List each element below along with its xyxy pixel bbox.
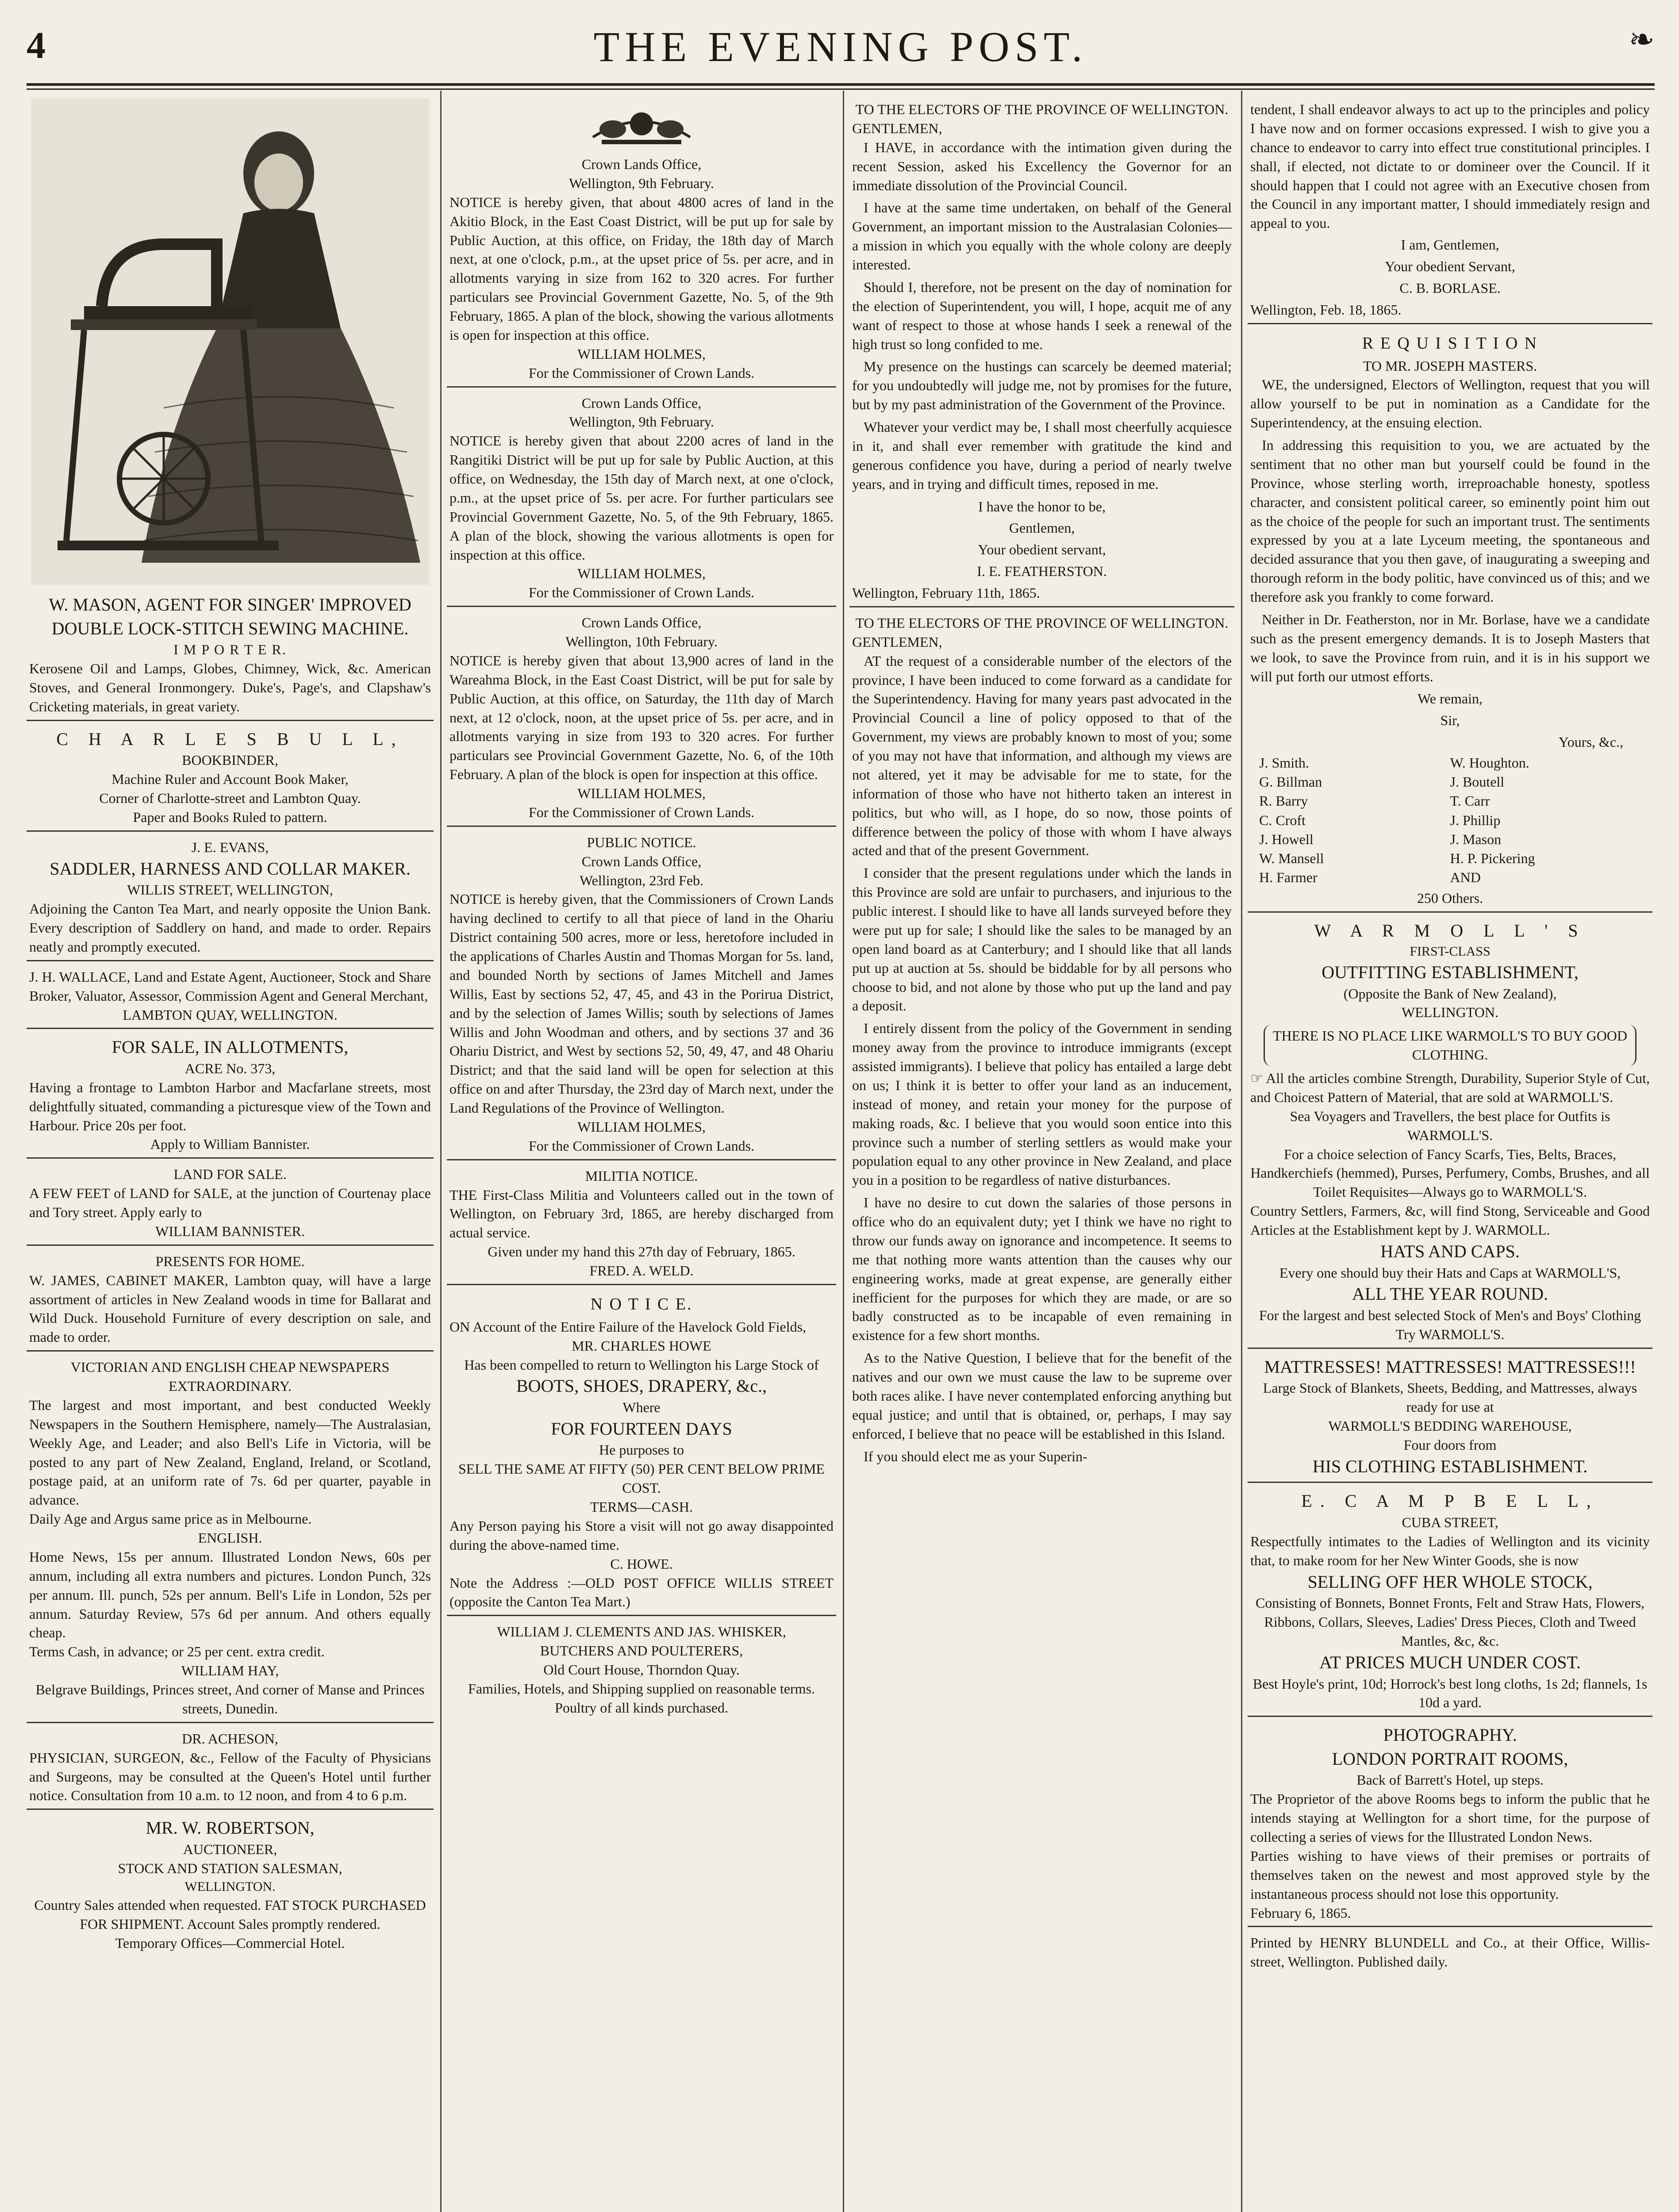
royal-crest-icon bbox=[575, 102, 708, 150]
column-divider bbox=[440, 91, 442, 2212]
ad-subheading: AT PRICES MUCH UNDER COST. bbox=[1319, 1652, 1581, 1672]
ad-body: J. H. WALLACE, Land and Estate Agent, Auctioneer, Stock and Share Broker, Valuator, Assessor, Commission Agent and General Merchant, bbox=[29, 968, 431, 1004]
ad-heading: OUTFITTING ESTABLISHMENT, bbox=[1322, 962, 1579, 982]
ad-subheading: ALL THE YEAR ROUND. bbox=[1352, 1284, 1548, 1304]
ad-heading: DR. ACHESON, bbox=[182, 1730, 278, 1747]
imprint-text: Printed by HENRY BLUNDELL and Co., at their Office, Willis-street, Wellington. Published daily. bbox=[1250, 1935, 1650, 1970]
ad-body: Kerosene Oil and Lamps, Globes, Chimney, Wick, &c. American Stoves, and General Ironmongery. Duke's, Page's, and Clapshaw's Cricketing materials, in great variety. bbox=[29, 661, 431, 714]
notice-line: FOR FOURTEEN DAYS bbox=[551, 1418, 732, 1439]
notice-role: For the Commissioner of Crown Lands. bbox=[528, 804, 755, 820]
ad-body: Country Settlers, Farmers, &c, will find Stong, Serviceable and Good Articles at the Establishment kept by J. WARMOLL. bbox=[1250, 1203, 1650, 1238]
notice-heading: MILITIA NOTICE. bbox=[585, 1167, 698, 1184]
ad-name: C H A R L E S B U L L, bbox=[56, 729, 404, 749]
notice-role: For the Commissioner of Crown Lands. bbox=[528, 584, 755, 601]
printer-imprint bbox=[1248, 1932, 1652, 1975]
ad-line: AUCTIONEER, bbox=[183, 1841, 277, 1857]
ad-dr-acheson bbox=[27, 1728, 434, 1810]
column-4 bbox=[1248, 98, 1652, 2212]
ad-subheading: I M P O R T E R. bbox=[173, 641, 287, 658]
ad-body: ☞ All the articles combine Strength, Durability, Superior Style of Cut, and Choicest Pattern of Material, that are sold at WARMOLL'S. bbox=[1250, 1070, 1650, 1105]
ad-line: (Opposite the Bank of New Zealand), bbox=[1343, 985, 1557, 1002]
requisition-paragraph: WE, the undersigned, Electors of Wellington, request that you will allow yourself to be put in nomination as a Candidate for the Superintendency, at the ensuing election. bbox=[1250, 376, 1650, 431]
ad-line: Poultry of all kinds purchased. bbox=[555, 1699, 728, 1716]
ad-body: The Proprietor of the above Rooms begs to inform the public that he intends staying at Wellington for a short time, for the purpose of collecting a series of views for the Illustrated London News. bbox=[1250, 1791, 1650, 1845]
notice-charles-howe bbox=[447, 1290, 836, 1616]
notice-line: SELL THE SAME AT FIFTY (50) PER CENT BELOW PRIME COST. bbox=[458, 1461, 825, 1496]
ad-body: PHYSICIAN, SURGEON, &c., Fellow of the Faculty of Physicians and Surgeons, may be consulted at the Queen's Hotel until further notice. Consultation from 10 a.m. to 12 noon, and from 4 to 6 p.m. bbox=[29, 1749, 431, 1804]
notice-body: THE First-Class Militia and Volunteers called out in the town of Wellington, on February 3rd, 1865, are hereby discharged from actual service. bbox=[450, 1187, 834, 1241]
notice-date: Wellington, 23rd Feb. bbox=[579, 872, 704, 888]
ad-line: Four doors from bbox=[1403, 1437, 1497, 1453]
address-close: I have the honor to be, bbox=[978, 498, 1106, 515]
ad-victorian-newspapers bbox=[27, 1356, 434, 1723]
notice-heading: PUBLIC NOTICE. bbox=[587, 834, 696, 850]
address-paragraph: My presence on the hustings can scarcely be deemed material; for you undoubtedly will judge me, not by promises for the future, but by my past administration of the Government of the Province. bbox=[852, 358, 1232, 413]
ad-body: For the largest and best selected Stock of Men's and Boys' Clothing Try WARMOLL'S. bbox=[1259, 1307, 1641, 1342]
signatory: C. Croft bbox=[1259, 812, 1306, 828]
ad-line: HIS CLOTHING ESTABLISHMENT. bbox=[1312, 1456, 1588, 1476]
notice-signature: WILLIAM HOLMES, bbox=[577, 346, 706, 362]
ad-body: Parties wishing to have views of their premises or portraits of themselves taken on the newest and most approved style by the instantaneous process should not lose this opportunity. bbox=[1250, 1847, 1650, 1902]
notice-line: Has been compelled to return to Wellington his Large Stock of bbox=[464, 1356, 819, 1373]
ad-subheading: SELLING OFF HER WHOLE STOCK, bbox=[1307, 1571, 1593, 1592]
notice-signature: WILLIAM HOLMES, bbox=[577, 565, 706, 582]
ad-line: CUBA STREET, bbox=[1402, 1514, 1498, 1531]
ad-line: Temporary Offices—Commercial Hotel. bbox=[115, 1935, 345, 1951]
ad-body: Respectfully intimates to the Ladies of Wellington and its vicinity that, to make room for her New Winter Goods, she is now bbox=[1250, 1533, 1650, 1568]
ad-body: Sea Voyagers and Travellers, the best place for Outfits is WARMOLL'S. bbox=[1290, 1108, 1610, 1143]
ad-line: WELLINGTON. bbox=[184, 1879, 276, 1894]
notice-office: Crown Lands Office, bbox=[581, 156, 702, 172]
notice-rangitiki bbox=[447, 392, 836, 607]
ad-line: BUTCHERS AND POULTERERS, bbox=[540, 1643, 743, 1659]
notice-date: Wellington, 9th February. bbox=[569, 175, 714, 191]
notice-line: He purposes to bbox=[599, 1442, 684, 1458]
ad-body: Best Hoyle's print, 10d; Horrock's best long cloths, 1s 2d; flannels, 1s 10d a yard. bbox=[1253, 1675, 1648, 1711]
ad-clements-whisker bbox=[447, 1621, 836, 1720]
ad-apply: Apply to William Bannister. bbox=[150, 1136, 310, 1152]
notice-line: TERMS—CASH. bbox=[590, 1499, 693, 1515]
ad-line: WELLINGTON. bbox=[1402, 1004, 1498, 1021]
signatory: J. Boutell bbox=[1450, 774, 1505, 790]
ad-heading: FOR SALE, IN ALLOTMENTS, bbox=[111, 1037, 349, 1057]
requisition-heading: R E Q U I S I T I O N bbox=[1362, 334, 1538, 353]
address-paragraph: I entirely dissent from the policy of the Government in sending money away from the province to introduce immigrants (except assisted immigrants). I believe that policy has entailed a large debt on us; I think it is better to offer your land as an inducement, instead of money, and retain your money for the purpose of making roads, &c. I believe that you would soon entice into this province such a number of sterling settlers as would make your population equal to any other province in New Zealand, and place you in a position to be regardless of native disturbances. bbox=[852, 1020, 1232, 1188]
sewing-machine-illustration bbox=[31, 98, 429, 585]
notice-body: NOTICE is hereby given that about 13,900 acres of land in the Wareahma Block, in the East Coast District, will be put for sale by Public Auction, at this office, on Saturday, the 11th day of March next, at 12 o'clock, noon, at the upset price of 5s. per acre, and in allotments varying in size from 193 to 320 acres. For further particulars see Provincial Government Gazette, No. 6, of the 10th February. A plan of the block is open for inspection at this office. bbox=[450, 652, 834, 783]
ad-body: W. JAMES, CABINET MAKER, Lambton quay, will have a large assortment of articles in New Zealand woods in time for Ballarat and Wild Duck. Household Furniture of every description on sale, and made to order. bbox=[29, 1272, 431, 1345]
ad-heading: MATTRESSES! MATTRESSES! MATTRESSES!!! bbox=[1264, 1356, 1636, 1377]
masthead-rule-thin bbox=[27, 88, 1655, 90]
requisition-paragraph: Neither in Dr. Featherston, nor in Mr. Borlase, have we a candidate such as the present emergency demands. It is to Joseph Masters that we look, to save the Province from ruin, and it is in his support we will put forth our utmost efforts. bbox=[1250, 611, 1650, 684]
notice-line: Any Person paying his Store a visit will not go away disappointed during the above-named time. bbox=[450, 1517, 834, 1553]
ad-line: STOCK AND STATION SALESMAN, bbox=[118, 1860, 342, 1876]
ad-presents-for-home bbox=[27, 1250, 434, 1352]
signatory: G. Billman bbox=[1259, 774, 1322, 790]
ad-subheading: FIRST-CLASS bbox=[1410, 944, 1491, 959]
signatory: W. Mansell bbox=[1259, 850, 1324, 866]
signatory: T. Carr bbox=[1450, 793, 1490, 809]
ad-signature: WILLIAM BANNISTER. bbox=[155, 1223, 305, 1239]
signatory: J. Smith. bbox=[1259, 755, 1309, 771]
ad-body: Having a frontage to Lambton Harbor and Macfarlane streets, most delightfully situated, commanding a picturesque view of the Town and Harbour. Price 20s per foot. bbox=[29, 1079, 431, 1133]
ad-line: WARMOLL'S BEDDING WAREHOUSE, bbox=[1328, 1418, 1572, 1434]
notice-date: Wellington, 10th February. bbox=[565, 634, 718, 649]
address-featherston bbox=[849, 98, 1234, 607]
address-paragraph: Should I, therefore, not be present on the day of nomination for the election of Superintendent, you will, I hope, acquit me of any want of respect to those at whose hands I seek a renewal of the high trust so long confided to me. bbox=[852, 279, 1232, 352]
ad-line: Corner of Charlotte-street and Lambton Quay. bbox=[99, 790, 361, 806]
ad-heading: LAND FOR SALE. bbox=[173, 1166, 287, 1183]
notice-date: Wellington, 9th February. bbox=[569, 414, 714, 430]
address-heading: TO THE ELECTORS OF THE PROVINCE OF WELLINGTON. bbox=[855, 614, 1229, 631]
notice-role: For the Commissioner of Crown Lands. bbox=[528, 365, 755, 381]
ad-body: Large Stock of Blankets, Sheets, Bedding, and Mattresses, always ready for use at bbox=[1263, 1380, 1637, 1415]
militia-notice bbox=[447, 1165, 836, 1285]
address-paragraph: AT the request of a considerable number of the electors of the province, I have been induced to come forward as a candidate for the Superintendency. Having for many years past advocated in the Provincial Council a line of policy opposed to that of the Government, my views are probably known to most of you; some of you may not have that information, and although my views are not altered, yet it may be advisable for me to state, for the information of those who have not hitherto taken an interest in politics, but who will, as I hope, do so now, those points of difference between the policy of those with whom I have always acted and that of the present Government. bbox=[852, 653, 1232, 859]
address-signature: C. B. BORLASE. bbox=[1399, 280, 1501, 296]
notice-body: NOTICE is hereby given, that about 4800 acres of land in the Akitio Block, in the East Coast District, will be put up for sale by Public Auction, at this office, on Friday, the 18th day of March next, at one o'clock, p.m., at the upset price of 5s. per acre, and in allotments varying in size from 162 to 320 acres. For further particulars see Provincial Government Gazette, No. 5, of the 9th February, 1865. A plan of the block, showing the various allotments is open for inspection at this office. bbox=[450, 194, 834, 343]
ad-list: Home News, 15s per annum. Illustrated London News, 60s per annum, including all extra numbers and pictures. London Punch, 32s per annum. Ill. punch, 52s per annum. Bell's Life in London, 52s per annum. Saturday Review, 57s 6d per annum. And others equally cheap. bbox=[29, 1548, 431, 1641]
address-close: Gentlemen, bbox=[1009, 520, 1075, 536]
ad-charles-bull bbox=[27, 726, 434, 832]
signatory: J. Howell bbox=[1259, 831, 1314, 847]
signatory-others: 250 Others. bbox=[1417, 890, 1483, 906]
ad-heading: PHOTOGRAPHY. bbox=[1383, 1725, 1517, 1745]
notice-name: MR. CHARLES HOWE bbox=[572, 1337, 711, 1354]
ad-line: Paper and Books Ruled to pattern. bbox=[133, 809, 327, 825]
ad-trade: BOOKBINDER, bbox=[182, 752, 278, 768]
signatory: R. Barry bbox=[1259, 793, 1308, 809]
ad-line: Machine Ruler and Account Book Maker, bbox=[111, 771, 349, 787]
notice-signature: WILLIAM HOLMES, bbox=[577, 1118, 706, 1135]
ad-line: Families, Hotels, and Shipping supplied on reasonable terms. bbox=[468, 1680, 815, 1697]
notice-akitio-block bbox=[447, 153, 836, 388]
ad-address: WILLIS STREET, WELLINGTON, bbox=[127, 882, 333, 898]
address-paragraph: If you should elect me as your Superin- bbox=[864, 1448, 1087, 1464]
ad-subheading: ACRE No. 373, bbox=[184, 1060, 276, 1076]
notice-wareahma bbox=[447, 611, 836, 827]
address-paragraph: I HAVE, in accordance with the intimation given during the recent Session, asked his Excellency the Governor for an immediate dissolution of the Provincial Council. bbox=[852, 139, 1232, 193]
ad-for-sale-allotments bbox=[27, 1033, 434, 1159]
signatory: H. P. Pickering bbox=[1450, 850, 1535, 866]
ad-heading: SADDLER, HARNESS AND COLLAR MAKER. bbox=[50, 858, 411, 879]
ad-name: W A R M O L L ' S bbox=[1314, 921, 1586, 941]
address-paragraph: I have no desire to cut down the salaries of those persons in office who do an equivalent duty; yet I think we have no right to throw our funds away on ignorance and incompetence. It seems to me that nothing more wants attention than the causes why our engineering works, made at great expense, are generally either inefficient for the purposes for which they are made, or are so badly constructed as to be incapable of even remaining in existence for a few short months. bbox=[852, 1194, 1232, 1344]
notice-given: Given under my hand this 27th day of February, 1865. bbox=[488, 1244, 795, 1260]
address-paragraph: I consider that the present regulations under which the lands in this Province are sold are unfair to purchasers, and injurious to the public interest. I should like to have all lands surveyed before they were put up for sale; I should like the sales to be managed by an open land board as at Canterbury; and I should like that all lands put up at auction at 5s. should be biddable for by all persons who choose to bid, and not alone by those who put up the land and pay a deposit. bbox=[852, 865, 1232, 1014]
signatory: H. Farmer bbox=[1259, 869, 1318, 886]
notice-signature: WILLIAM HOLMES, bbox=[577, 785, 706, 801]
notice-role: For the Commissioner of Crown Lands. bbox=[528, 1137, 755, 1154]
newspaper-title: THE EVENING POST. bbox=[593, 23, 1088, 70]
column-3 bbox=[849, 98, 1234, 2212]
notice-body: NOTICE is hereby given that about 2200 acres of land in the Rangitiki District will be put up for sale by Public Auction, at this office, on Wednesday, the 15th day of March next, at one o'clock, p.m., at the upset price of 5s. per acre. For further particulars see Provincial Government Gazette, No. 5, of the 9th February, 1865. A plan of the block, showing the various allotments is open for inspection at this office. bbox=[450, 433, 834, 563]
ad-mason-singer bbox=[27, 591, 434, 721]
address-paragraph: tendent, I shall endeavor always to act up to the principles and policy I have now and on former occasions expressed. I wish to give you a chance to endeavor to carry into effect true constitutional principles. I shall, if elected, not dictate to or domineer over the Council. If it should happen that I could not agree with an Executive chosen from the Council in any important matter, I should immediately resign and appeal to you. bbox=[1250, 101, 1650, 231]
ad-date: February 6, 1865. bbox=[1250, 1905, 1351, 1921]
masthead-rule bbox=[27, 83, 1655, 86]
ad-land-for-sale bbox=[27, 1163, 434, 1246]
address-close: I am, Gentlemen, bbox=[1401, 237, 1499, 253]
ad-line: Old Court House, Thorndon Quay. bbox=[543, 1662, 740, 1678]
page-number: 4 bbox=[27, 24, 46, 66]
address-paragraph: I have at the same time undertaken, on behalf of the General Government, an important mission to the Australasian Colonies—a mission in which you equally with the whole colony are deeply interested. bbox=[852, 200, 1232, 273]
notice-office: Crown Lands Office, bbox=[581, 395, 702, 411]
column-divider bbox=[1241, 91, 1242, 2212]
ad-evans-saddler bbox=[27, 836, 434, 961]
ad-name: E. C A M P B E L L, bbox=[1301, 1491, 1599, 1511]
address-signature: I. E. FEATHERSTON. bbox=[977, 563, 1107, 580]
requisition-paragraph: In addressing this requisition to you, we are actuated by the sentiment that no other man but yourself could be found in the Province, whose sterling worth, irreproachable honesty, spotless character, and consistent political career, so eminently point him out as the choice of the people for such an important trust. The sentiments expressed by you at a late Lyceum meeting, the spontaneous and decided assurance that you then gave, of inaugurating a sweeping and thorough reform in the body politic, have convinced us of this; and we therefore ask you frankly to come forward. bbox=[1250, 437, 1650, 605]
ad-heading: W. MASON, AGENT FOR SINGER' IMPROVED DOUBLE LOCK-STITCH SEWING MACHINE. bbox=[49, 595, 411, 638]
ad-subheading: ENGLISH. bbox=[198, 1530, 262, 1546]
ad-address: Belgrave Buildings, Princes street, And corner of Manse and Princes streets, Dunedin. bbox=[35, 1682, 425, 1717]
ad-brace-slogan: THERE IS NO PLACE LIKE WARMOLL'S TO BUY GOOD CLOTHING. bbox=[1264, 1025, 1637, 1066]
ad-heading: PRESENTS FOR HOME. bbox=[155, 1253, 305, 1269]
address-close: Your obedient servant, bbox=[978, 541, 1106, 558]
notice-line: BOOTS, SHOES, DRAPERY, &c., bbox=[516, 1376, 767, 1396]
ad-address: LAMBTON QUAY, WELLINGTON. bbox=[123, 1006, 338, 1023]
ad-campbell bbox=[1248, 1487, 1652, 1717]
requisition-close: We remain, bbox=[1418, 691, 1483, 707]
requisition-to: TO MR. JOSEPH MASTERS. bbox=[1363, 357, 1537, 374]
ad-mattresses bbox=[1248, 1353, 1652, 1483]
ad-heading: MR. W. ROBERTSON, bbox=[146, 1818, 315, 1838]
address-paragraph: Whatever your verdict may be, I shall most cheerfully acquiesce in it, and shall ever remember with gratitude the kind and generous confidence you have, during a period of nearly twelve years, and in trying and difficult times, reposed in me. bbox=[852, 419, 1232, 492]
requisition-close: Sir, bbox=[1440, 712, 1460, 729]
address-salutation: GENTLEMEN, bbox=[852, 120, 942, 136]
address-borlase-continued bbox=[1248, 98, 1652, 324]
ad-warmolls-outfitting bbox=[1248, 917, 1652, 1349]
ad-body: For a choice selection of Fancy Scarfs, Ties, Belts, Braces, Handkerchiefs (hemmed), Purses, Perfumery, Combs, Brushes, and all Toilet Requisites—Always go to WARMOLL'S. bbox=[1250, 1146, 1650, 1200]
ad-wallace-agent bbox=[27, 966, 434, 1029]
notice-heading: N O T I C E. bbox=[590, 1294, 693, 1313]
signatory: J. Phillip bbox=[1450, 812, 1501, 828]
ad-signature: WILLIAM HAY, bbox=[181, 1663, 279, 1679]
notice-line: Where bbox=[622, 1399, 661, 1415]
notice-signature: FRED. A. WELD. bbox=[589, 1263, 694, 1279]
requisition-masters bbox=[1248, 329, 1652, 913]
ad-name: LONDON PORTRAIT ROOMS, bbox=[1332, 1748, 1568, 1769]
ad-photography bbox=[1248, 1721, 1652, 1927]
notice-address: Note the Address :—OLD POST OFFICE WILLIS STREET (opposite the Canton Tea Mart.) bbox=[450, 1575, 834, 1610]
signatory: AND bbox=[1450, 869, 1481, 886]
signatory-list bbox=[1250, 752, 1650, 889]
ad-terms: Terms Cash, in advance; or 25 per cent. extra credit. bbox=[29, 1644, 325, 1660]
notice-office: Crown Lands Office, bbox=[581, 614, 702, 631]
ad-body: Every one should buy their Hats and Caps at WARMOLL'S, bbox=[1279, 1264, 1621, 1281]
notice-body: NOTICE is hereby given, that the Commissioners of Crown Lands having declined to certify to all that piece of land in the Ohariu District containing 500 acres, more or less, heretofore included in the applications of Charles Austin and Thomas Morgan for 5s. land, and bounded North by sections of James Mitchell and James Willis, East by sections 52, 47, 45, and 43 in the Porirua District, and by the selection of James Willis; south by selections of James Willis and John Woodman and others, and by sections 37 and 36 Ohariu District, and West by sections 52, 50, 49, 47, and 48 Ohariu District; and that the said land will be open for selection at this office on and after Thursday, the 23rd day of March next, under the Land Regulations of the Province of Wellington. bbox=[450, 891, 834, 1116]
public-notice bbox=[447, 831, 836, 1160]
column-1 bbox=[27, 98, 434, 2212]
ad-body: Daily Age and Argus same price as in Melbourne. bbox=[29, 1511, 312, 1527]
address-salutation: GENTLEMEN, bbox=[852, 634, 942, 650]
address-paragraph: As to the Native Question, I believe that for the benefit of the natives and our own we must cause the law to be supreme over both races alike. I have never contemplated enforcing anything but equal justice; and until that is obtained, or, perhaps, I may say enforced, I believe that no peace will be established in this Island. bbox=[852, 1350, 1232, 1442]
ad-heading: VICTORIAN AND ENGLISH CHEAP NEWSPAPERS EXTRAORDINARY. bbox=[70, 1359, 390, 1394]
ad-line: Back of Barrett's Hotel, up steps. bbox=[1356, 1772, 1544, 1788]
address-date: Wellington, Feb. 18, 1865. bbox=[1250, 301, 1402, 318]
ad-robertson-auctioneer bbox=[27, 1814, 434, 1956]
ad-body: Country Sales attended when requested. FAT STOCK PURCHASED FOR SHIPMENT. Account Sales promptly rendered. bbox=[34, 1897, 426, 1932]
notice-office: Crown Lands Office, bbox=[581, 853, 702, 869]
signatory: W. Houghton. bbox=[1450, 755, 1529, 771]
ad-heading: WILLIAM J. CLEMENTS AND JAS. WHISKER, bbox=[497, 1624, 786, 1640]
address-heading: TO THE ELECTORS OF THE PROVINCE OF WELLINGTON. bbox=[855, 101, 1229, 117]
address-close: Your obedient Servant, bbox=[1385, 258, 1515, 274]
notice-signature: C. HOWE. bbox=[610, 1555, 673, 1572]
ad-body: Consisting of Bonnets, Bonnet Fronts, Felt and Straw Hats, Flowers, Ribbons, Collars, Sleeves, Ladies' Dress Pieces, Cloth and Tweed Mantles, &c, &c. bbox=[1255, 1595, 1645, 1649]
signatory: J. Mason bbox=[1450, 831, 1502, 847]
ad-body: The largest and most important, and best conducted Weekly Newspapers in the Southern Hemisphere, namely—The Australasian, Weekly Age, and Leader; and also Bell's Life in Victoria, will be posted to any part of New Zealand, England, Ireland, or Scotland, postage paid, at an uniform rate of 7s. 6d per quarter, payable in advance. bbox=[29, 1397, 431, 1508]
column-divider bbox=[843, 91, 844, 2212]
ad-name: J. E. EVANS, bbox=[191, 839, 269, 855]
corner-ornament: ❧ bbox=[1629, 23, 1655, 57]
requisition-close: Yours, &c., bbox=[1558, 734, 1623, 750]
ad-subheading: HATS AND CAPS. bbox=[1380, 1241, 1520, 1261]
column-2 bbox=[447, 98, 836, 2212]
address-date: Wellington, February 11th, 1865. bbox=[852, 585, 1040, 601]
notice-intro: ON Account of the Entire Failure of the Havelock Gold Fields, bbox=[450, 1318, 807, 1335]
masthead bbox=[27, 13, 1655, 80]
ad-body: A FEW FEET of LAND for SALE, at the junction of Courtenay place and Tory street. Apply early to bbox=[29, 1185, 431, 1221]
ad-body: Adjoining the Canton Tea Mart, and nearly opposite the Union Bank. Every description of Saddlery on hand, and made to order. Repairs neatly and promptly executed. bbox=[29, 901, 431, 955]
address-borlase bbox=[849, 612, 1234, 1473]
